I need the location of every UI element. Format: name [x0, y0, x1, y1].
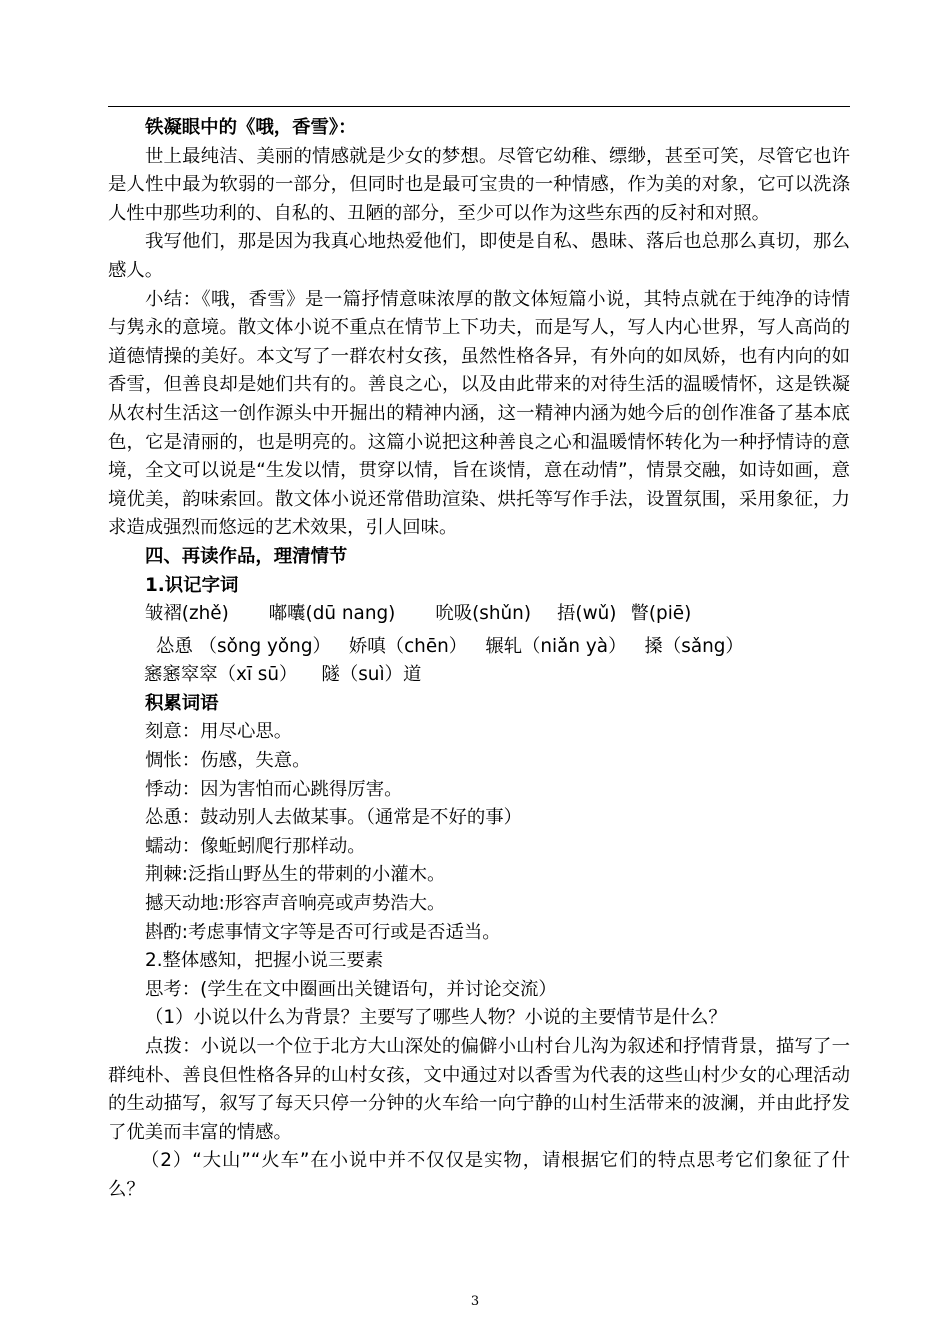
pinyin-item: 娇嗔（chēn）	[348, 635, 468, 657]
pinyin-item: 捂(wǔ)	[557, 603, 617, 625]
question: （1）小说以什么为背景？主要写了哪些人物？小说的主要情节是什么？	[145, 1007, 727, 1029]
vocab-item: 斟酌:考虑事情文字等是否可行或是否适当。	[145, 921, 501, 943]
vocab-item: 惆怅：伤感，失意。	[145, 750, 311, 772]
paragraph: 我写他们，那是因为我真心地热爱他们，即使是自私、愚昧、落后也总那么真切，那么感人。	[108, 231, 850, 281]
pinyin-item: 怂恿 （sǒng yǒng）	[156, 635, 331, 657]
vocab-item: 悸动：因为害怕而心跳得厉害。	[145, 778, 403, 800]
pinyin-item: 皱褶(zhě)	[145, 603, 229, 625]
vocab-item: 荆棘:泛指山野丛生的带刺的小灌木。	[145, 864, 446, 886]
pinyin-row	[108, 633, 850, 662]
pinyin-item: 瞥(piē)	[630, 603, 692, 625]
pinyin-item: 吮吸(shǔn)	[435, 603, 532, 625]
page-number: 3	[470, 1294, 480, 1309]
section-heading: 四、再读作品，理清情节	[145, 545, 348, 567]
question: （2）“大山”“火车”在小说中并不仅仅是实物，请根据它们的特点思考它们象征了什么？	[108, 1150, 850, 1200]
subsection-heading: 2.整体感知，把握小说三要素	[145, 950, 384, 972]
pinyin-item: 窸窸窣窣（xī sū）	[144, 664, 298, 686]
subsection-heading: 积累词语	[145, 692, 219, 714]
summary-paragraph: 小结：《哦，香雪》是一篇抒情意味浓厚的散文体短篇小说，其特点就在于纯净的诗情与隽永的意境。散文体小说不重点在情节上下功夫，而是写人，写人内心世界，写人高尚的道德情操的美好。本文写了一群农村女孩，虽然性格各异，有外向的如凤娇，也有内向的如香雪，但善良却是她们共有的。善良之心，以及由此带来的对待生活的温暖情怀，这是铁凝从农村生活这一创作源头中开掘出的精神内涵，这一精神内涵为她今后的创作准备了基本底色，它是清丽的，也是明亮的。这篇小说把这种善良之心和温暖情怀转化为一种抒情诗的意境，全文可以说是“生发以情，贯穿以情，旨在谈情，意在动情”，情景交融，如诗如画，意境优美，韵味索回。散文体小说还常借助渲染、烘托等写作手法，设置氛围，采用象征，力求造成强烈而悠远的艺术效果，引人回味。	[108, 288, 850, 539]
vocab-item: 刻意：用尽心思。	[145, 721, 293, 743]
pinyin-item: 搡（sǎng）	[644, 635, 744, 657]
section-heading: 铁凝眼中的《哦，香雪》：	[145, 117, 357, 138]
answer-paragraph: 点拨：小说以一个位于北方大山深处的偏僻小山村台儿沟为叙述和抒情背景，描写了一群纯朴、善良但性格各异的山村女孩，文中通过对以香雪为代表的这些山村少女的心理活动的生动描写，叙写了每天只停一分钟的火车给一向宁静的山村生活带来的波澜，并由此抒发了优美而丰富的情感。	[108, 1036, 850, 1143]
pinyin-item: 隧（suì）道	[321, 664, 422, 686]
vocab-item: 怂恿：鼓动别人去做某事。（通常是不好的事）	[145, 807, 523, 829]
think-prompt: 思考：(学生在文中圈画出关键语句，并讨论交流）	[145, 978, 557, 1000]
vocab-item: 撼天动地:形容声音响亮或声势浩大。	[145, 893, 446, 915]
pinyin-item: 辗轧（niǎn yà）	[485, 635, 627, 657]
document-body	[108, 114, 850, 1205]
paragraph: 世上最纯洁、美丽的情感就是少女的梦想。尽管它幼稚、缥缈，甚至可笑，尽管它也许是人性中最为软弱的一部分，但同时也是最可宝贵的一种情感，作为美的对象，它可以洗涤人性中那些功利的、自私的、丑陋的部分，至少可以作为这些东西的反衬和对照。	[108, 145, 850, 224]
pinyin-item: 嘟囔(dū nang)	[268, 603, 396, 625]
header-rule	[108, 106, 850, 107]
vocab-item: 蠕动：像蚯蚓爬行那样动。	[145, 835, 366, 857]
subsection-heading: 1.识记字词	[145, 574, 239, 596]
pinyin-row	[108, 661, 850, 690]
pinyin-row	[108, 600, 850, 629]
